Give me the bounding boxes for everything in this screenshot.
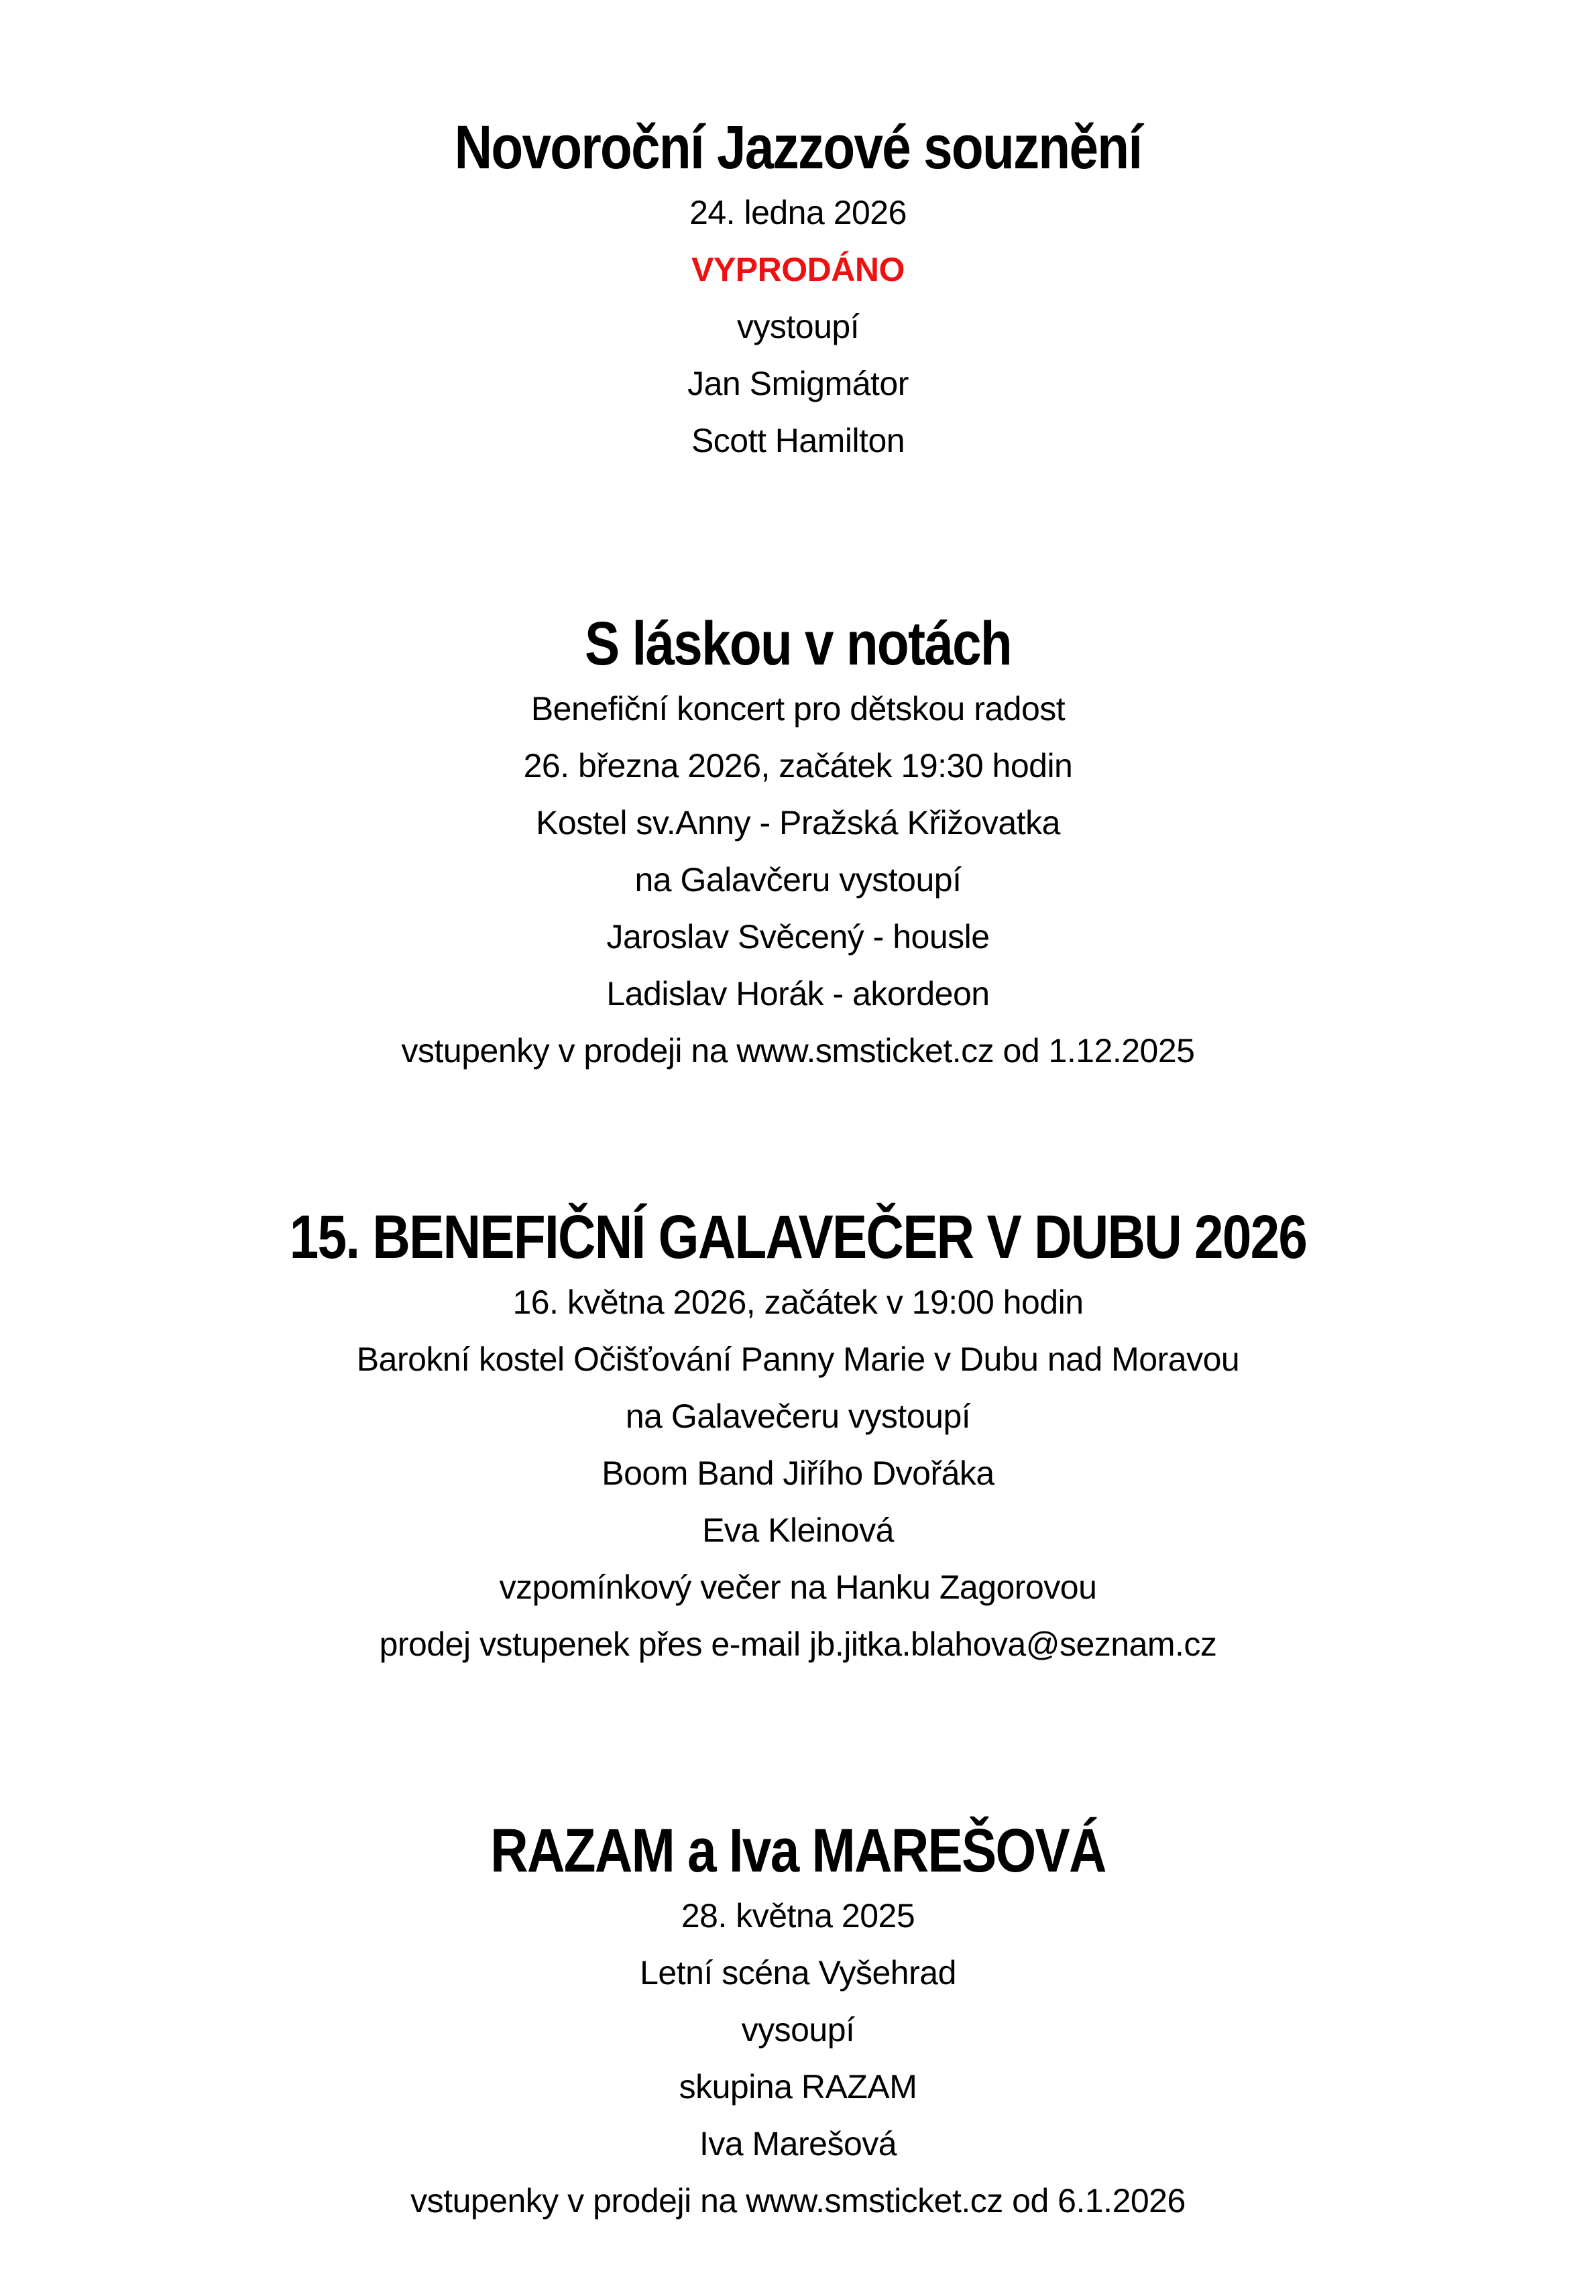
performer: Jaroslav Svěcený - housle [606, 918, 990, 956]
event-subtitle: Benefiční koncert pro dětskou radost [530, 690, 1066, 728]
event-title: S láskou v notách [584, 610, 1011, 678]
performer: Boom Band Jiřího Dvořáka [602, 1454, 994, 1492]
event-note: vzpomínkový večer na Hanku Zagorovou [499, 1568, 1097, 1606]
performer: Jan Smigmátor [687, 365, 909, 402]
event-title: RAZAM a Iva MAREŠOVÁ [490, 1817, 1106, 1885]
soldout-status: VYPRODÁNO [691, 251, 905, 288]
performer: skupina RAZAM [679, 2068, 917, 2106]
performer: Eva Kleinová [702, 1511, 894, 1549]
event-section-beneficni-galavecer [0, 1200, 1596, 1673]
event-section-razam-a-iva-maresova [0, 1814, 1596, 2230]
lineup-intro: vystoupí [736, 308, 860, 345]
event-venue: Kostel sv.Anny - Pražská Křižovatka [536, 804, 1060, 842]
performer: Scott Hamilton [691, 422, 905, 459]
event-venue: Letní scéna Vyšehrad [640, 1954, 956, 1992]
lineup-intro: na Galavečeru vystoupí [625, 1397, 971, 1435]
event-venue: Barokní kostel Očišťování Panny Marie v Dubu nad Moravou [356, 1340, 1240, 1378]
ticket-info: vstupenky v prodeji na www.smsticket.cz od 6.1.2026 [410, 2182, 1186, 2220]
lineup-intro: vysoupí [741, 2011, 855, 2049]
event-date: 28. května 2025 [681, 1897, 915, 1935]
performer: Ladislav Horák - akordeon [606, 975, 990, 1013]
event-title: Novoroční Jazzové souznění [454, 113, 1142, 182]
ticket-info: vstupenky v prodeji na www.smsticket.cz od 1.12.2025 [401, 1032, 1195, 1070]
event-section-s-laskou-v-notach [0, 607, 1596, 1080]
ticket-info: prodej vstupenek přes e-mail jb.jitka.blahova@seznam.cz [379, 1625, 1217, 1663]
performer: Iva Marešová [699, 2125, 897, 2163]
event-date: 26. března 2026, začátek 19:30 hodin [523, 747, 1073, 785]
event-date: 24. ledna 2026 [689, 194, 907, 231]
lineup-intro: na Galavčeru vystoupí [634, 861, 962, 899]
event-section-novorocni-jazzove-souzneni [0, 111, 1596, 469]
event-title: 15. BENEFIČNÍ GALAVEČER V DUBU 2026 [289, 1203, 1307, 1271]
event-date: 16. května 2026, začátek v 19:00 hodin [512, 1283, 1084, 1321]
